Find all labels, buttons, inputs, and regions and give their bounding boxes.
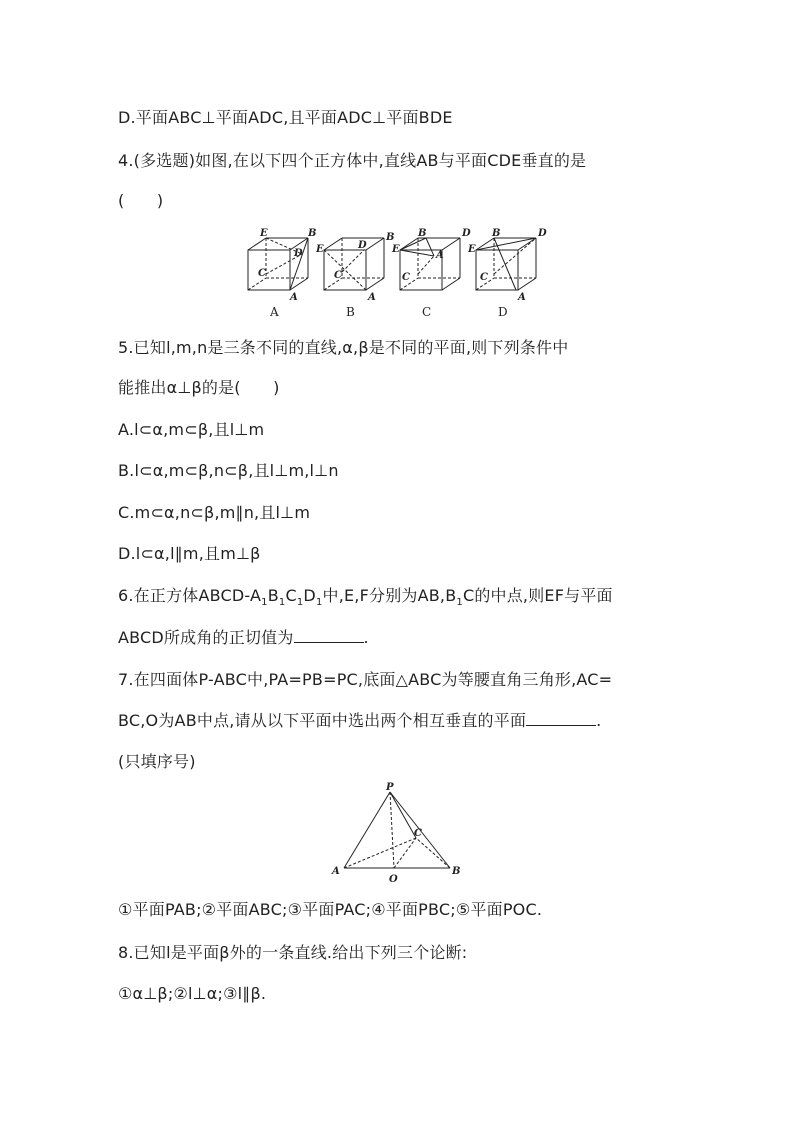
cube-c-label-d: D [462, 228, 471, 239]
cube-caption-b: B [346, 305, 355, 319]
q5-option-b: B.l⊂α,m⊂β,n⊂β,且l⊥m,l⊥n [118, 461, 339, 480]
q3-option-d: D.平面ABC⊥平面ADC,且平面ADC⊥平面BDE [118, 108, 453, 127]
cube-b-label-e: E [316, 244, 324, 255]
q4-cubes-figure [240, 224, 560, 320]
cube-d-label-b: B [492, 228, 501, 239]
q4-stem: 4.(多选题)如图,在以下四个正方体中,直线AB与平面CDE垂直的是 [118, 151, 587, 170]
cube-b-label-b: B [386, 232, 395, 243]
q6-line1: 6.在正方体ABCD-$A_1B_1C_1D_1$中,E,F分别为$AB,B_1C$的中点,则EF与平面 [118, 586, 613, 609]
q5-option-a: A.l⊂α,m⊂β,且l⊥m [118, 420, 265, 439]
tetra-label-p: P [386, 782, 394, 793]
q6-sub-a1: 1 [261, 597, 268, 609]
cube-d-label-e: E [468, 244, 476, 255]
q7-line3: (只填序号) [118, 752, 196, 771]
q7-answer-blank[interactable] [526, 711, 596, 726]
q7-tetrahedron-figure [326, 780, 466, 886]
q6-end: . [363, 628, 369, 647]
q6-mid: 中,E,F分别为AB,B [322, 586, 457, 605]
q4-paren: ( ) [118, 191, 164, 210]
cube-a-label-a: A [290, 292, 298, 303]
tetra-label-o: O [389, 874, 398, 885]
cube-caption-c: C [422, 305, 432, 319]
cube-caption-d: D [498, 305, 508, 319]
q8-items: ①α⊥β;②l⊥α;③l∥β. [118, 984, 267, 1003]
cube-c-label-b: B [418, 228, 427, 239]
q6-line2-text: ABCD所成角的正切值为 [118, 628, 294, 647]
q5-stem-line1: 5.已知l,m,n是三条不同的直线,α,β是不同的平面,则下列条件中 [118, 338, 569, 357]
q5-option-c: C.m⊂α,n⊂β,m∥n,且l⊥m [118, 503, 311, 522]
q7-options: ①平面PAB;②平面ABC;③平面PAC;④平面PBC;⑤平面POC. [118, 900, 543, 919]
cube-b-label-a: A [368, 292, 376, 303]
q6-suffix: C的中点,则EF与平面 [462, 586, 613, 605]
cube-a-label-b: B [308, 228, 317, 239]
cube-d-label-a: A [518, 292, 526, 303]
q7-line2 [118, 711, 601, 731]
cube-d-label-c: C [480, 272, 488, 283]
q7-line2-text: BC,O为AB中点,请从以下平面中选出两个相互垂直的平面 [118, 711, 527, 730]
q6-sub-b1-2: 1 [456, 597, 463, 609]
cube-a-label-d: D [294, 248, 303, 259]
cube-c-label-c: C [402, 272, 410, 283]
q7-end: . [596, 711, 602, 730]
cube-d-label-d: D [538, 228, 547, 239]
q6-line2 [118, 628, 369, 648]
tetra-label-a: A [332, 866, 340, 877]
cube-c-label-a: A [436, 250, 444, 261]
cube-b-label-c: C [334, 270, 342, 281]
cube-a-label-e: E [260, 228, 268, 239]
cube-a-label-c: C [258, 268, 266, 279]
cube-b-label-d: D [358, 240, 367, 251]
q8-stem: 8.已知l是平面β外的一条直线.给出下列三个论断: [118, 943, 468, 962]
q6-sub-c1: 1 [296, 597, 304, 609]
q6-prefix: 6.在正方体ABCD-A [118, 586, 262, 605]
cube-b [324, 238, 384, 290]
q6-answer-blank[interactable] [294, 628, 364, 643]
cube-a [248, 238, 308, 290]
q5-stem-line2: 能推出α⊥β的是( ) [118, 378, 280, 397]
q7-line1: 7.在四面体P-ABC中,PA=PB=PC,底面△ABC为等腰直角三角形,AC= [118, 670, 613, 689]
cube-caption-a: A [270, 305, 279, 319]
tetra-label-b: B [452, 866, 461, 877]
q6-sub-b1: 1 [278, 597, 286, 609]
q6-sub-d1: 1 [315, 597, 323, 609]
cube-c-label-e: E [392, 244, 400, 255]
tetra-label-c: C [414, 828, 422, 839]
q5-option-d: D.l⊂α,l∥m,且m⊥β [118, 544, 261, 563]
